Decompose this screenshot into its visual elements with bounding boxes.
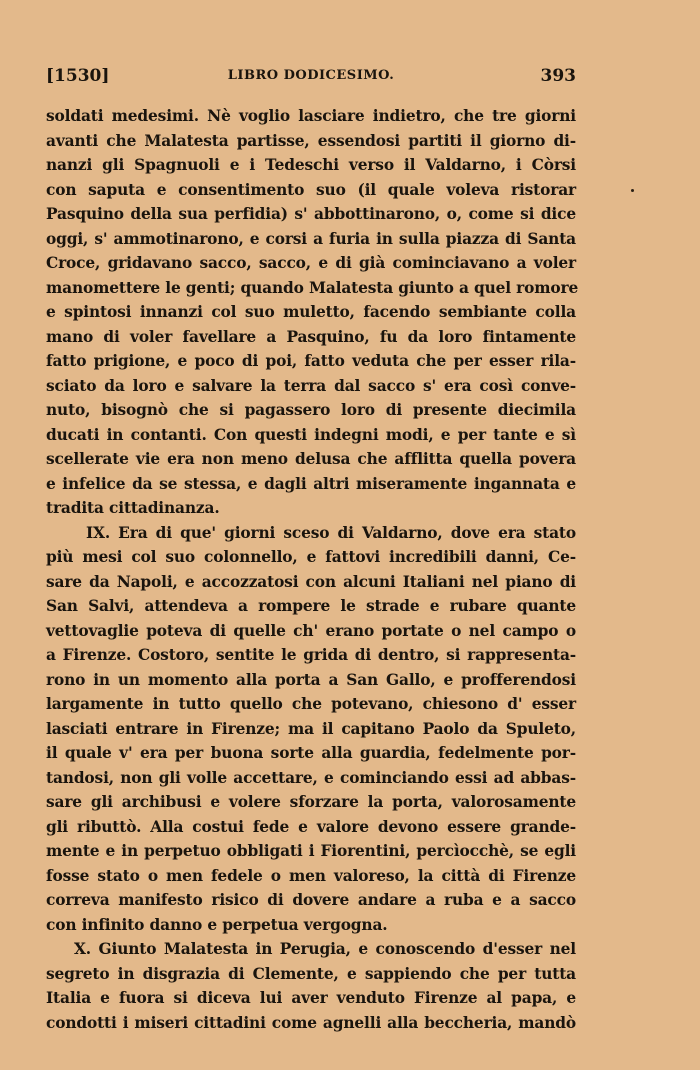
page-body-text [46,104,579,1035]
text-line: oggi, s' ammotinarono, e corsi a furia in sulla piazza di Santa [46,229,576,248]
page-number: 393 [540,66,576,86]
text-line: e spintosi innanzi col suo muletto, facendo sembiante colla [46,303,576,321]
text-line: manomettere le genti; quando Malatesta giunto a quel romore [46,278,579,297]
text-line: sciato da loro e salvare la terra dal sacco s' era così conve- [46,376,576,395]
text-line: ducati in contanti. Con questi indegni modi, e per tante e sì [46,425,576,444]
text-line: fosse stato o men fedele o men valoreso, la città di Firenze [46,866,576,885]
text-line: condotti i miseri cittadini come agnelli alla beccheria, mandò [46,1013,576,1032]
running-header [46,64,576,94]
text-line: Italia e fuora si diceva lui aver venduto Firenze al papa, e [46,989,576,1007]
text-line: il quale v' era per buona sorte alla guardia, fedelmente por- [46,744,576,762]
text-line: fatto prigione, e poco di poi, fatto veduta che per esser rila- [46,352,576,370]
text-line: con saputa e consentimento suo (il quale voleva ristorar [46,180,576,199]
text-line: mano di voler favellare a Pasquino, fu da loro fintamente [46,327,576,346]
margin-speck [631,189,634,192]
text-line: Croce, gridavano sacco, sacco, e di già cominciavano a voler [46,254,576,272]
text-line: più mesi col suo colonnello, e fattovi incredibili danni, Ce- [46,548,576,566]
text-line: gli ributtò. Alla costui fede e valore devono essere grande- [46,817,576,836]
text-line: San Salvi, attendeva a rompere le strade e rubare quante [46,597,576,615]
text-line: avanti che Malatesta partisse, essendosi partiti il giorno di- [46,131,576,150]
text-line: largamente in tutto quello che potevano, chiesono d' esser [46,695,576,713]
text-line: lasciati entrare in Firenze; ma il capitano Paolo da Spuleto, [46,719,576,738]
header-year: [1530] [46,66,110,86]
text-line: X. Giunto Malatesta in Perugia, e conoscendo d'esser nel [74,940,576,958]
book-page [46,64,579,1035]
text-line: con infinito danno e perpetua vergogna. [46,915,388,934]
text-line: rono in un momento alla porta a San Gallo, e profferendosi [46,670,576,689]
text-line: sare gli archibusi e volere sforzare la porta, valorosamente [46,793,576,811]
text-line: sare da Napoli, e accozzatosi con alcuni Italiani nel piano di [46,572,576,591]
text-line: tradita cittadinanza. [46,499,220,517]
text-line: soldati medesimi. Nè voglio lasciare indietro, che tre giorni [46,107,576,125]
text-line: correva manifesto risico di dovere andare a ruba e a sacco [46,891,576,909]
text-line: e infelice da se stessa, e dagli altri miseramente ingannata e [46,474,576,493]
text-line: Pasquino della sua perfidia) s' abbottinarono, o, come si dice [46,205,576,223]
header-chapter-title: LIBRO DODICESIMO. [227,68,395,83]
text-line: vettovaglie poteva di quelle ch' erano portate o nel campo o [46,621,576,640]
text-line: mente e in perpetuo obbligati i Fiorentini, percìocchè, se egli [46,842,576,860]
text-line: nuto, bisognò che si pagassero loro di presente diecimila [46,401,576,419]
text-line: a Firenze. Costoro, sentite le grida di dentro, si rappresenta- [46,646,576,664]
text-line: segreto in disgrazia di Clemente, e sappiendo che per tutta [46,964,576,983]
text-line: scellerate vie era non meno delusa che afflitta quella povera [46,450,576,468]
text-line: nanzi gli Spagnuoli e i Tedeschi verso il Valdarno, i Còrsi [46,156,576,174]
text-line: tandosi, non gli volle accettare, e cominciando essi ad abbas- [46,768,576,787]
text-line: IX. Era di que' giorni sceso di Valdarno, dove era stato [86,523,576,542]
